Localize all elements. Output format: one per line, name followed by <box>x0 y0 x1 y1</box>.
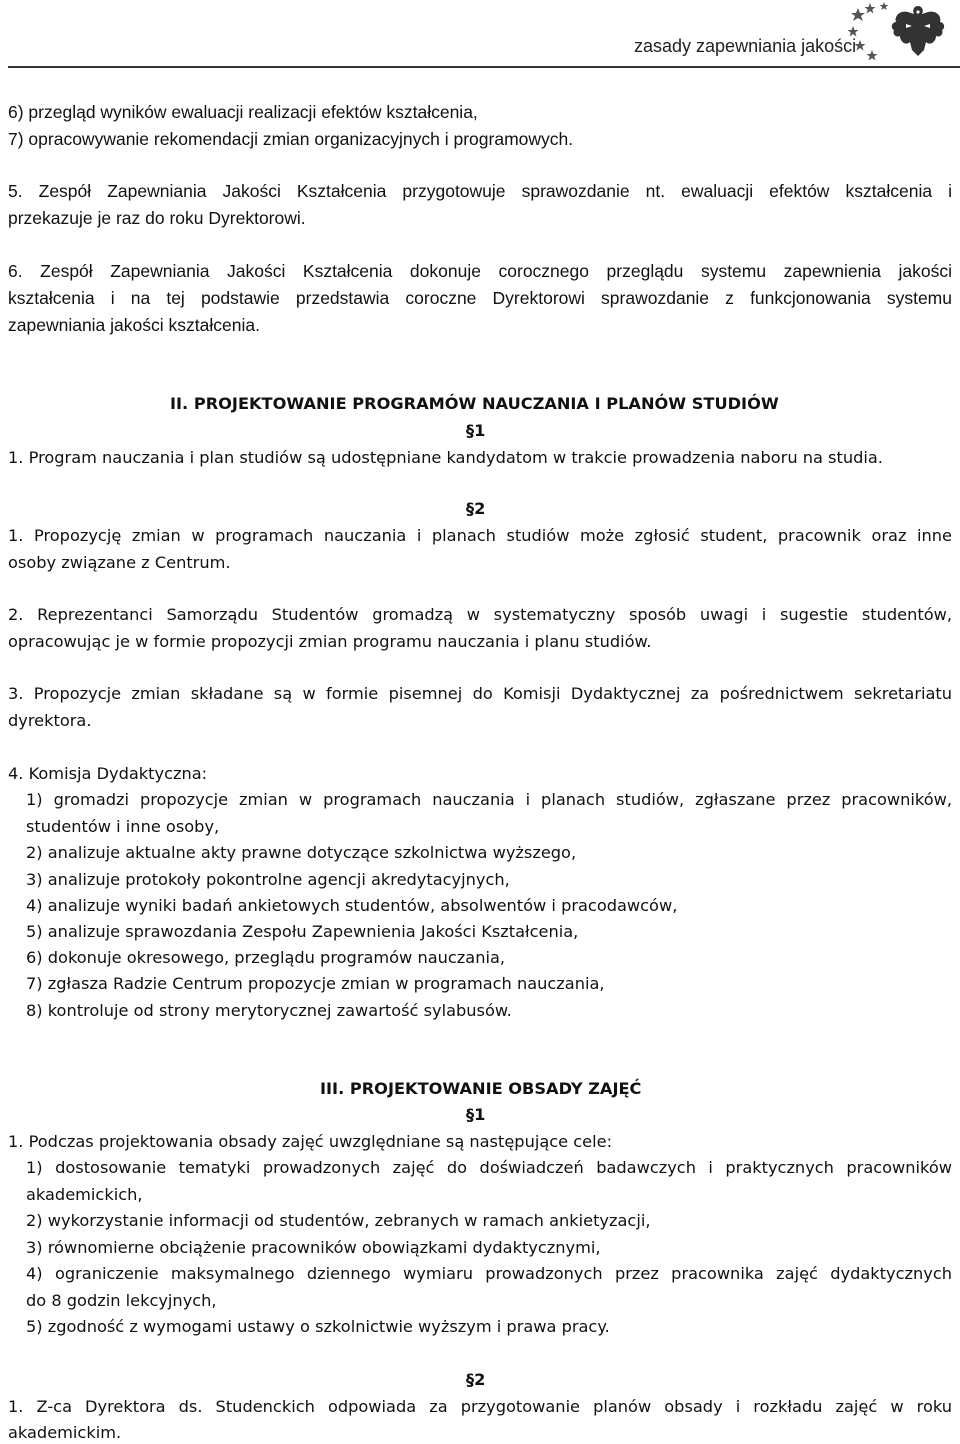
paragraph-line: 1. Podczas projektowania obsady zajęć uwzględniane są następujące cele: <box>8 1132 613 1151</box>
list-item: 5) zgodność z wymogami ustawy o szkolnictwie wyższym i prawa pracy. <box>26 1317 610 1336</box>
paragraph-mark: §1 <box>466 421 486 440</box>
paragraph-line: 1. Z-ca Dyrektora ds. Studenckich odpowiada za przygotowanie planów obsady i rozkładu zajęć w roku <box>8 1397 952 1416</box>
list-item: 3) analizuje protokoły pokontrolne agencji akredytacyjnych, <box>26 870 510 889</box>
header-rule <box>8 66 960 68</box>
list-item: 5) analizuje sprawozdania Zespołu Zapewnienia Jakości Kształcenia, <box>26 922 579 941</box>
paragraph-line: 5. Zespół Zapewniania Jakości Kształcenia przygotowuje sprawozdanie nt. ewaluacji efektów kształcenia i <box>8 181 952 201</box>
section-heading: III. PROJEKTOWANIE OBSADY ZAJĘĆ <box>320 1079 642 1098</box>
list-item: 4) ograniczenie maksymalnego dziennego wymiaru prowadzonych przez pracownika zajęć dydaktycznych <box>26 1264 952 1283</box>
eagle-logo-icon <box>848 0 960 62</box>
list-item: 4) analizuje wyniki badań ankietowych studentów, absolwentów i pracodawców, <box>26 896 678 915</box>
list-item: do 8 godzin lekcyjnych, <box>26 1291 217 1310</box>
paragraph-line: opracowując je w formie propozycji zmian programu nauczania i planu studiów. <box>8 632 652 651</box>
list-item: 1) gromadzi propozycje zmian w programach nauczania i planach studiów, zgłaszane przez pracowników, <box>26 790 952 809</box>
paragraph-mark: §2 <box>466 1370 486 1389</box>
paragraph-line: 6. Zespół Zapewniania Jakości Kształcenia dokonuje corocznego przeglądu systemu zapewnienia jakości <box>8 261 952 281</box>
paragraph-line: 1. Program nauczania i plan studiów są udostępniane kandydatom w trakcie prowadzenia naboru na studia. <box>8 448 883 467</box>
paragraph-line: zapewniania jakości kształcenia. <box>8 315 260 335</box>
paragraph-mark: §1 <box>466 1105 486 1124</box>
paragraph-line: akademickim. <box>8 1423 122 1442</box>
list-item: akademickich, <box>26 1185 143 1204</box>
list-item: 3) równomierne obciążenie pracowników obowiązkami dydaktycznymi, <box>26 1238 601 1257</box>
paragraph-line: 4. Komisja Dydaktyczna: <box>8 764 208 783</box>
paragraph-line: osoby związane z Centrum. <box>8 553 231 572</box>
list-item: 2) wykorzystanie informacji od studentów, zebranych w ramach ankietyzacji, <box>26 1211 651 1230</box>
paragraph-line: kształcenia i na tej podstawie przedstawia coroczne Dyrektorowi sprawozdanie z funkcjonowania systemu <box>8 288 952 308</box>
paragraph-mark: §2 <box>466 499 486 518</box>
section-heading: II. PROJEKTOWANIE PROGRAMÓW NAUCZANIA I PLANÓW STUDIÓW <box>170 394 779 413</box>
paragraph-line: 2. Reprezentanci Samorządu Studentów gromadzą w systematyczny sposób uwagi i sugestie studentów, <box>8 605 952 624</box>
list-item: 1) dostosowanie tematyki prowadzonych zajęć do doświadczeń badawczych i praktycznych pracowników <box>26 1158 952 1177</box>
paragraph-line: dyrektora. <box>8 711 92 730</box>
list-item: 6) przegląd wyników ewaluacji realizacji efektów kształcenia, <box>8 102 478 122</box>
paragraph-line: 3. Propozycje zmian składane są w formie pisemnej do Komisji Dydaktycznej za pośrednictwem sekretariatu <box>8 684 952 703</box>
header-title: zasady zapewniania jakości <box>634 36 857 56</box>
list-item: 7) zgłasza Radzie Centrum propozycje zmian w programach nauczania, <box>26 974 605 993</box>
list-item: 7) opracowywanie rekomendacji zmian organizacyjnych i programowych. <box>8 129 574 149</box>
paragraph-line: przekazuje je raz do roku Dyrektorowi. <box>8 208 306 228</box>
paragraph-line: 1. Propozycję zmian w programach nauczania i planach studiów może zgłosić student, pracownik oraz inne <box>8 526 952 545</box>
list-item: 8) kontroluje od strony merytorycznej zawartość sylabusów. <box>26 1001 512 1020</box>
list-item: 2) analizuje aktualne akty prawne dotyczące szkolnictwa wyższego, <box>26 843 577 862</box>
list-item: 6) dokonuje okresowego, przeglądu programów nauczania, <box>26 948 506 967</box>
list-item: studentów i inne osoby, <box>26 817 220 836</box>
